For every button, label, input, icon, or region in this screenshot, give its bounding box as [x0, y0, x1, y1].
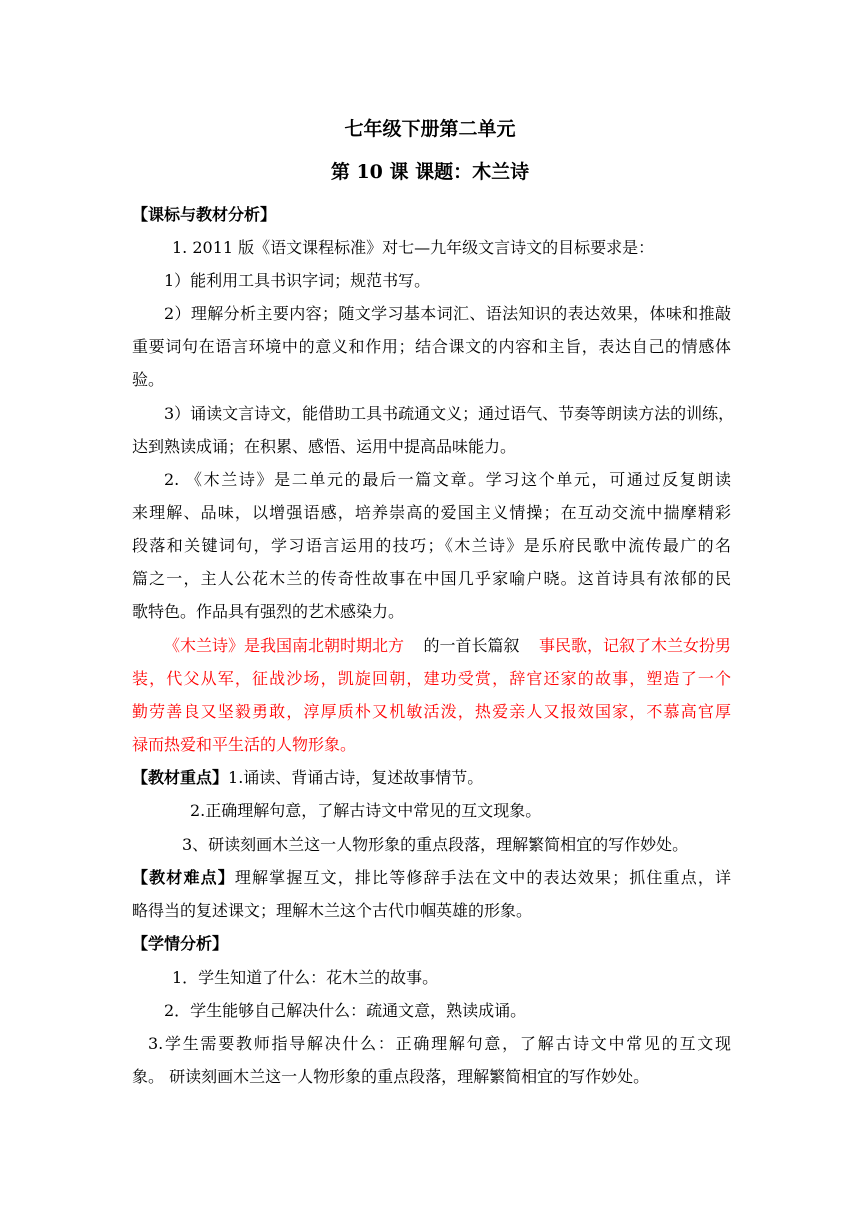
- curriculum-subpoint-3-line-1: 3）诵读文言诗文，能借助工具书疏通文义；通过语气、节奏等朗读方法的训练，: [164, 404, 735, 423]
- unit-title: 七年级下册第二单元: [344, 118, 516, 140]
- student-analysis-3-line-2: 象。 研读刻画木兰这一人物形象的重点段落，理解繁简相宜的写作妙处。: [132, 1067, 650, 1086]
- key-points-label: 【教材重点】: [132, 768, 229, 787]
- student-analysis-1: 1．学生知道了什么：花木兰的故事。: [172, 968, 439, 987]
- curriculum-subpoint-1: 1）能利用工具书识字词；规范书写。: [164, 271, 431, 290]
- key-point-1: 1.诵读、背诵古诗，复述故事情节。: [228, 768, 484, 787]
- section-heading-curriculum: 【课标与教材分析】: [132, 205, 277, 224]
- red-summary-line-2: 装，代父从军，征战沙场，凯旋回朝，建功受赏，辞官还家的故事，塑造了一个: [132, 669, 731, 688]
- lesson-title: 第 10 课 课题：木兰诗: [330, 161, 530, 183]
- textbook-analysis-line-2: 来理解、品味，以增强语感，培养崇高的爱国主义情操；在互动交流中揣摩精彩: [132, 503, 731, 522]
- difficult-points-label: 【教材难点】: [132, 868, 235, 887]
- curriculum-subpoint-3-line-2: 达到熟读成诵；在积累、感悟、运用中提高品味能力。: [132, 437, 517, 456]
- difficult-points-first-line: [132, 868, 731, 888]
- curriculum-subpoint-2-line-1: 2）理解分析主要内容；随文学习基本词汇、语法知识的表达效果，体味和推敲: [164, 304, 731, 323]
- key-point-2: 2.正确理解句意，了解古诗文中常见的互文现象。: [190, 801, 542, 820]
- difficult-points-text-2: 略得当的复述课文；理解木兰这个古代巾帼英雄的形象。: [132, 901, 533, 920]
- curriculum-subpoint-2-line-3: 验。: [132, 370, 165, 389]
- key-point-3: 3、研读刻画木兰这一人物形象的重点段落，理解繁简相宜的写作妙处。: [182, 835, 689, 854]
- red-summary-line-3: 勤劳善良又坚毅勇敢，淳厚质朴又机敏活泼，热爱亲人又报效国家，不慕高官厚: [132, 702, 731, 721]
- textbook-analysis-line-4: 篇之一，主人公花木兰的传奇性故事在中国几乎家喻户晓。这首诗具有浓郁的民: [132, 569, 731, 588]
- section-heading-student-analysis: 【学情分析】: [132, 934, 229, 953]
- red-summary-part-a: 《木兰诗》是我国南北朝时期北方: [164, 636, 405, 655]
- black-summary-part-b: 的一首长篇叙: [423, 636, 520, 655]
- curriculum-point-1: 1. 2011 版《语文课程标准》对七—九年级文言诗文的目标要求是：: [172, 238, 655, 257]
- red-summary-line-4: 禄而热爱和平生活的人物形象。: [132, 735, 357, 754]
- textbook-analysis-line-5: 歌特色。作品具有强烈的艺术感染力。: [132, 602, 405, 621]
- red-summary-line-1: [164, 636, 731, 656]
- student-analysis-2: 2．学生能够自己解决什么：疏通文意，熟读成诵。: [164, 1001, 527, 1020]
- curriculum-subpoint-2-line-2: 重要词句在语言环境中的意义和作用；结合课文的内容和主旨，表达自己的情感体: [132, 337, 731, 356]
- textbook-analysis-line-3: 段落和关键词句，学习语言运用的技巧；《木兰诗》是乐府民歌中流传最广的名: [132, 536, 731, 555]
- difficult-points-text-1: 理解掌握互文，排比等修辞手法在文中的表达效果；抓住重点，详: [234, 868, 731, 887]
- textbook-analysis-line-1: 2. 《木兰诗》是二单元的最后一篇文章。学习这个单元，可通过反复朗读: [164, 470, 731, 489]
- student-analysis-3-line-1: 3.学生需要教师指导解决什么：正确理解句意，了解古诗文中常见的互文现: [148, 1034, 731, 1053]
- red-summary-part-c: 事民歌，记叙了木兰女扮男: [538, 636, 731, 655]
- key-points-first-line: [132, 768, 483, 788]
